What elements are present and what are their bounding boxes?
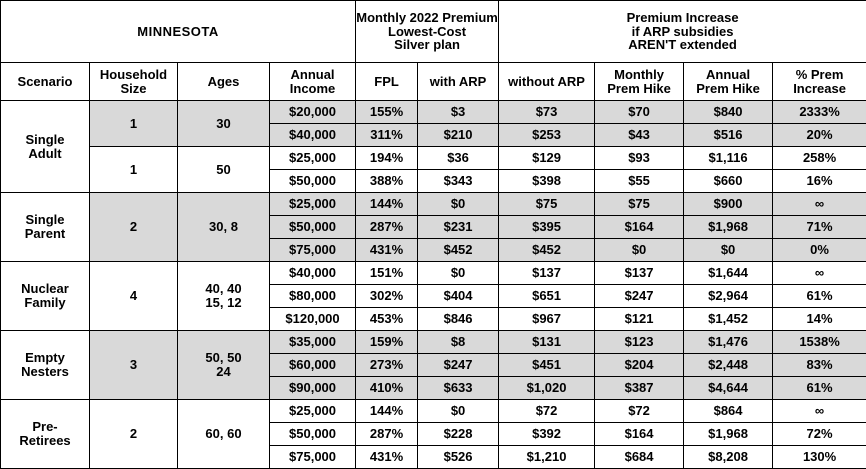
fpl: 144% — [356, 400, 418, 423]
pct-increase: ∞ — [773, 400, 866, 423]
scenario-nuclear-family-line1: Nuclear — [1, 282, 89, 296]
ages-line2: 15, 12 — [178, 296, 269, 310]
header-without-arp: without ARP — [499, 63, 595, 101]
premium-increase-banner-line3: AREN'T extended — [499, 38, 866, 52]
monthly-premium-banner-line3: Silver plan — [356, 38, 498, 52]
annual-income: $25,000 — [270, 193, 356, 216]
fpl: 159% — [356, 331, 418, 354]
pct-increase: 1538% — [773, 331, 866, 354]
without-arp: $398 — [499, 170, 595, 193]
fpl: 144% — [356, 193, 418, 216]
premium-increase-banner-line1: Premium Increase — [499, 11, 866, 25]
table-row — [1, 331, 866, 354]
household-size: 1 — [90, 147, 178, 193]
scenario-pre-retirees-line1: Pre- — [1, 420, 89, 434]
annual-prem-hike: $1,476 — [684, 331, 773, 354]
header-monthly-prem-hike — [595, 63, 684, 101]
annual-prem-hike: $516 — [684, 124, 773, 147]
header-pct-increase-line2: Increase — [773, 82, 866, 96]
monthly-prem-hike: $247 — [595, 285, 684, 308]
header-fpl: FPL — [356, 63, 418, 101]
household-size: 1 — [90, 101, 178, 147]
household-size: 4 — [90, 262, 178, 331]
without-arp: $395 — [499, 216, 595, 239]
pct-increase: 83% — [773, 354, 866, 377]
with-arp: $633 — [418, 377, 499, 400]
household-size: 3 — [90, 331, 178, 400]
ages: 30 — [178, 101, 270, 147]
without-arp: $1,020 — [499, 377, 595, 400]
table-row — [1, 400, 866, 423]
without-arp: $651 — [499, 285, 595, 308]
with-arp: $228 — [418, 423, 499, 446]
pct-increase: 130% — [773, 446, 866, 469]
annual-income: $25,000 — [270, 400, 356, 423]
without-arp: $75 — [499, 193, 595, 216]
ages: 30, 8 — [178, 193, 270, 262]
monthly-prem-hike: $55 — [595, 170, 684, 193]
annual-income: $50,000 — [270, 423, 356, 446]
without-arp: $452 — [499, 239, 595, 262]
header-annual-income — [270, 63, 356, 101]
pct-increase: 0% — [773, 239, 866, 262]
with-arp: $526 — [418, 446, 499, 469]
table-row — [1, 147, 866, 170]
monthly-premium-banner-line2: Lowest-Cost — [356, 25, 498, 39]
pct-increase: ∞ — [773, 262, 866, 285]
header-household-size — [90, 63, 178, 101]
fpl: 287% — [356, 216, 418, 239]
fpl: 151% — [356, 262, 418, 285]
annual-income: $60,000 — [270, 354, 356, 377]
monthly-prem-hike: $387 — [595, 377, 684, 400]
header-annual-income-line1: Annual — [270, 68, 355, 82]
fpl: 431% — [356, 446, 418, 469]
with-arp: $36 — [418, 147, 499, 170]
without-arp: $253 — [499, 124, 595, 147]
with-arp: $247 — [418, 354, 499, 377]
annual-income: $75,000 — [270, 239, 356, 262]
scenario-empty-nesters-line1: Empty — [1, 351, 89, 365]
ages — [178, 331, 270, 400]
without-arp: $131 — [499, 331, 595, 354]
header-monthly-prem-hike-line1: Monthly — [595, 68, 683, 82]
ages — [178, 262, 270, 331]
with-arp: $343 — [418, 170, 499, 193]
pct-increase: 2333% — [773, 101, 866, 124]
annual-income: $50,000 — [270, 216, 356, 239]
table-row — [1, 262, 866, 285]
fpl: 453% — [356, 308, 418, 331]
annual-prem-hike: $660 — [684, 170, 773, 193]
annual-prem-hike: $900 — [684, 193, 773, 216]
monthly-prem-hike: $684 — [595, 446, 684, 469]
annual-income: $120,000 — [270, 308, 356, 331]
monthly-prem-hike: $72 — [595, 400, 684, 423]
with-arp: $846 — [418, 308, 499, 331]
annual-income: $90,000 — [270, 377, 356, 400]
with-arp: $0 — [418, 193, 499, 216]
header-household-size-line1: Household — [90, 68, 177, 82]
header-pct-increase-line1: % Prem — [773, 68, 866, 82]
without-arp: $129 — [499, 147, 595, 170]
header-annual-income-line2: Income — [270, 82, 355, 96]
without-arp: $72 — [499, 400, 595, 423]
annual-income: $35,000 — [270, 331, 356, 354]
monthly-prem-hike: $123 — [595, 331, 684, 354]
annual-prem-hike: $840 — [684, 101, 773, 124]
scenario-single-parent-line2: Parent — [1, 227, 89, 241]
without-arp: $967 — [499, 308, 595, 331]
pct-increase: 14% — [773, 308, 866, 331]
monthly-prem-hike: $164 — [595, 216, 684, 239]
with-arp: $404 — [418, 285, 499, 308]
fpl: 388% — [356, 170, 418, 193]
annual-prem-hike: $864 — [684, 400, 773, 423]
annual-prem-hike: $8,208 — [684, 446, 773, 469]
monthly-prem-hike: $0 — [595, 239, 684, 262]
with-arp: $231 — [418, 216, 499, 239]
annual-prem-hike: $2,448 — [684, 354, 773, 377]
annual-prem-hike: $0 — [684, 239, 773, 262]
monthly-prem-hike: $164 — [595, 423, 684, 446]
pct-increase: 258% — [773, 147, 866, 170]
premium-increase-banner — [499, 1, 866, 63]
ages-line1: 50, 50 — [178, 351, 269, 365]
pct-increase: 71% — [773, 216, 866, 239]
premium-increase-banner-line2: if ARP subsidies — [499, 25, 866, 39]
monthly-prem-hike: $70 — [595, 101, 684, 124]
with-arp: $8 — [418, 331, 499, 354]
fpl: 287% — [356, 423, 418, 446]
ages-line1: 40, 40 — [178, 282, 269, 296]
header-annual-prem-hike-line2: Prem Hike — [684, 82, 772, 96]
annual-income: $75,000 — [270, 446, 356, 469]
fpl: 431% — [356, 239, 418, 262]
ages: 50 — [178, 147, 270, 193]
scenario-single-parent — [1, 193, 90, 262]
annual-prem-hike: $1,968 — [684, 216, 773, 239]
scenario-single-adult-line1: Single — [1, 133, 89, 147]
fpl: 302% — [356, 285, 418, 308]
household-size: 2 — [90, 193, 178, 262]
with-arp: $3 — [418, 101, 499, 124]
monthly-prem-hike: $43 — [595, 124, 684, 147]
scenario-empty-nesters-line2: Nesters — [1, 365, 89, 379]
header-scenario: Scenario — [1, 63, 90, 101]
annual-income: $80,000 — [270, 285, 356, 308]
household-size: 2 — [90, 400, 178, 469]
pct-increase: 61% — [773, 377, 866, 400]
header-ages: Ages — [178, 63, 270, 101]
monthly-prem-hike: $121 — [595, 308, 684, 331]
monthly-premium-banner-line1: Monthly 2022 Premium — [356, 11, 498, 25]
scenario-single-adult-line2: Adult — [1, 147, 89, 161]
monthly-prem-hike: $137 — [595, 262, 684, 285]
monthly-prem-hike: $75 — [595, 193, 684, 216]
pct-increase: ∞ — [773, 193, 866, 216]
with-arp: $0 — [418, 262, 499, 285]
monthly-prem-hike: $93 — [595, 147, 684, 170]
annual-income: $20,000 — [270, 101, 356, 124]
without-arp: $1,210 — [499, 446, 595, 469]
annual-income: $40,000 — [270, 124, 356, 147]
monthly-premium-banner — [356, 1, 499, 63]
header-household-size-line2: Size — [90, 82, 177, 96]
annual-prem-hike: $4,644 — [684, 377, 773, 400]
scenario-empty-nesters — [1, 331, 90, 400]
fpl: 155% — [356, 101, 418, 124]
header-with-arp: with ARP — [418, 63, 499, 101]
scenario-pre-retirees — [1, 400, 90, 469]
pct-increase: 16% — [773, 170, 866, 193]
pct-increase: 20% — [773, 124, 866, 147]
scenario-nuclear-family-line2: Family — [1, 296, 89, 310]
header-annual-prem-hike — [684, 63, 773, 101]
annual-income: $25,000 — [270, 147, 356, 170]
scenario-pre-retirees-line2: Retirees — [1, 434, 89, 448]
header-monthly-prem-hike-line2: Prem Hike — [595, 82, 683, 96]
annual-prem-hike: $1,968 — [684, 423, 773, 446]
annual-prem-hike: $1,116 — [684, 147, 773, 170]
ages: 60, 60 — [178, 400, 270, 469]
header-pct-increase — [773, 63, 866, 101]
scenario-single-adult — [1, 101, 90, 193]
header-annual-prem-hike-line1: Annual — [684, 68, 772, 82]
pct-increase: 61% — [773, 285, 866, 308]
with-arp: $210 — [418, 124, 499, 147]
with-arp: $452 — [418, 239, 499, 262]
fpl: 311% — [356, 124, 418, 147]
page-title-cell: MINNESOTA — [1, 1, 356, 63]
annual-prem-hike: $2,964 — [684, 285, 773, 308]
table-row — [1, 193, 866, 216]
annual-income: $40,000 — [270, 262, 356, 285]
fpl: 273% — [356, 354, 418, 377]
without-arp: $392 — [499, 423, 595, 446]
without-arp: $137 — [499, 262, 595, 285]
monthly-prem-hike: $204 — [595, 354, 684, 377]
fpl: 410% — [356, 377, 418, 400]
scenario-single-parent-line1: Single — [1, 213, 89, 227]
fpl: 194% — [356, 147, 418, 170]
annual-income: $50,000 — [270, 170, 356, 193]
without-arp: $451 — [499, 354, 595, 377]
annual-prem-hike: $1,452 — [684, 308, 773, 331]
without-arp: $73 — [499, 101, 595, 124]
pct-increase: 72% — [773, 423, 866, 446]
scenario-nuclear-family — [1, 262, 90, 331]
with-arp: $0 — [418, 400, 499, 423]
annual-prem-hike: $1,644 — [684, 262, 773, 285]
table-row — [1, 101, 866, 124]
ages-line2: 24 — [178, 365, 269, 379]
